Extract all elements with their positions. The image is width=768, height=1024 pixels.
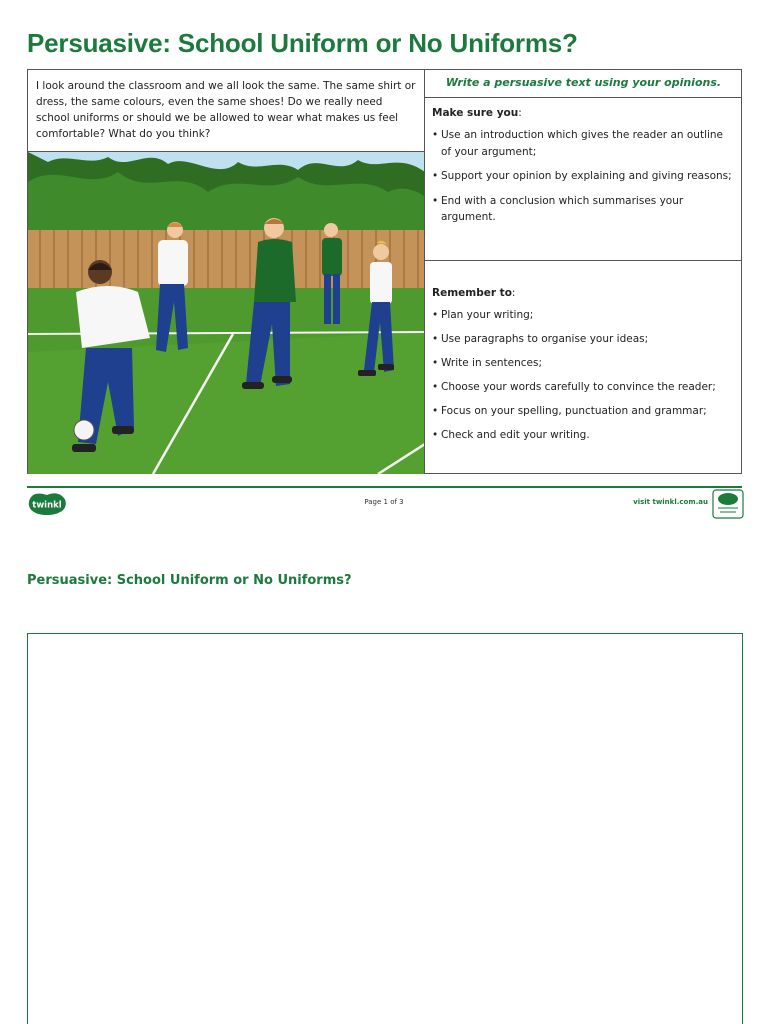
writing-area[interactable] bbox=[27, 633, 743, 1024]
svg-text:twinkl: twinkl bbox=[32, 500, 62, 511]
list-item: • Choose your words carefully to convince the reader; bbox=[432, 379, 735, 396]
remember-box bbox=[425, 261, 742, 474]
intro-text: I look around the classroom and we all look the same. The same shirt or dress, the same colours, even the same shoes! Do we really need school uniforms or should we be allowed to wear what makes us feel comfortable? What do you think? bbox=[28, 70, 425, 152]
list-item: • End with a conclusion which summarises your argument. bbox=[432, 193, 735, 226]
make-sure-box bbox=[425, 98, 742, 261]
list-item: • Check and edit your writing. bbox=[432, 427, 735, 444]
children-playing-soccer-illustration bbox=[28, 152, 425, 474]
footer-divider bbox=[27, 486, 742, 488]
make-sure-list bbox=[432, 127, 735, 226]
remember-list bbox=[432, 307, 735, 444]
list-item: • Focus on your spelling, punctuation and grammar; bbox=[432, 403, 735, 420]
task-heading: Write a persuasive text using your opinions. bbox=[425, 70, 742, 98]
make-sure-heading: Make sure you: bbox=[432, 107, 522, 119]
page-two-title: Persuasive: School Uniform or No Uniforms? bbox=[27, 573, 352, 588]
list-item: • Use paragraphs to organise your ideas; bbox=[432, 331, 735, 348]
list-item: • Plan your writing; bbox=[432, 307, 735, 324]
website-link[interactable]: visit twinkl.com.au bbox=[633, 498, 708, 506]
page-number: Page 1 of 3 bbox=[364, 498, 404, 506]
page-title: Persuasive: School Uniform or No Uniforms? bbox=[27, 28, 578, 58]
list-item: • Use an introduction which gives the reader an outline of your argument; bbox=[432, 127, 735, 160]
remember-heading: Remember to: bbox=[432, 287, 516, 299]
list-item: • Write in sentences; bbox=[432, 355, 735, 372]
worksheet-table bbox=[27, 69, 742, 474]
list-item: • Support your opinion by explaining and giving reasons; bbox=[432, 168, 735, 185]
illustration bbox=[28, 152, 425, 474]
quality-badge-icon bbox=[712, 489, 744, 519]
